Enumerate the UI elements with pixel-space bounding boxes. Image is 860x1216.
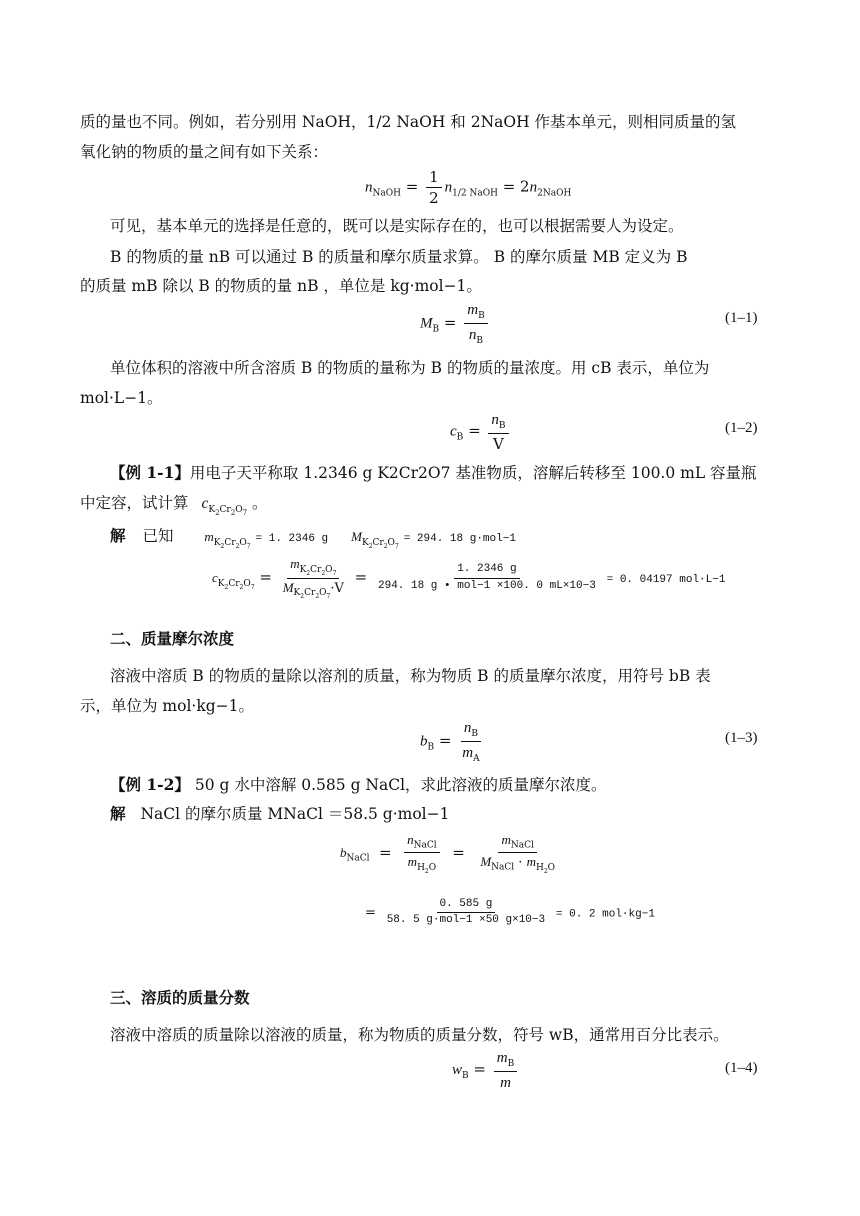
equation-molality: $b_B$ = $\frac{n_B}{m_A}$ xyxy=(420,720,480,764)
solution-text: NaCl 的摩尔质量 MNaCl ＝58.5 g·mol−1 xyxy=(140,805,450,823)
paragraph-line: 溶液中溶质 B 的物质的量除以溶剂的质量，称为物质 B 的质量摩尔浓度，用符号 bB 表 xyxy=(110,667,711,685)
paragraph-line: 氧化钠的物质的量之间有如下关系： xyxy=(80,143,329,161)
solution-label: 解 xyxy=(110,804,126,823)
equation-naoh-relation: $n_{NaOH}$ = $\frac{1}{2}$ $n_{1/2 NaOH} = 2n_{2NaOH}$ xyxy=(365,168,572,207)
solution-label: 解 xyxy=(110,526,126,545)
known-molar-mass: = 294. 18 g·mol−1 xyxy=(403,533,516,545)
equation-number: (1–2) xyxy=(725,420,758,436)
calc-denominator: 294. 18 g • mol−1 ×100. 0 mL×10−3 xyxy=(378,579,596,592)
calculation-example-2-line1: $b_{NaCl}$ = $\frac{n_{NaCl}}{m_{H_2O}}$ = $\frac{m_{NaCl}}{M_{NaCl} \cdot m_{H_2O}}$ xyxy=(340,832,556,875)
solution-line xyxy=(110,802,449,824)
equation-mass-fraction: $w_B$ = $\frac{m_B}{m}$ xyxy=(452,1048,520,1092)
calc-numerator: 0. 585 g xyxy=(437,898,496,913)
example-label: 【例 1-2】 xyxy=(110,775,190,794)
calc-result: = 0. 2 mol·kg−1 xyxy=(555,908,655,921)
equation-concentration: $c_B$ = $\frac{n_B}{V}$ xyxy=(450,410,512,453)
calculation-example-1: $c_{K_2Cr_2O_7}$ = $\frac{m_{K_2Cr_2O_7}}{M_{K_2Cr_2O_7}\cdot V}$ = $\frac{1. 2346 g}{\text{294. 18 g • mol−1 ×100. 0 mL×10−3}}$ = 0. 04197 mol·L−1 xyxy=(212,556,726,600)
section-title: 三、溶质的质量分数 xyxy=(110,988,250,1007)
example-text: 50 g 水中溶解 0.585 g NaCl，求此溶液的质量摩尔浓度。 xyxy=(194,776,607,794)
example-text: 中定容，试计算 xyxy=(80,494,189,512)
paragraph-line: B 的物质的量 nB 可以通过 B 的质量和摩尔质量求算。 B 的摩尔质量 MB 定义为 B xyxy=(110,248,688,266)
example-1-2 xyxy=(110,773,607,795)
paragraph-line: mol·L−1。 xyxy=(80,389,163,407)
equation-number: (1–1) xyxy=(725,310,758,326)
paragraph-line: 示，单位为 mol·kg−1。 xyxy=(80,697,255,715)
paragraph-line: 中定容，试计算 $c_{K_2Cr_2O_7}$ 。 xyxy=(80,494,268,517)
example-label: 【例 1-1】 xyxy=(110,463,190,482)
paragraph-line: 质的量也不同。例如，若分别用 NaOH，1/2 NaOH 和 2NaOH 作基本单元，则相同质量的氢 xyxy=(80,113,737,131)
equation-number: (1–4) xyxy=(725,1060,758,1076)
calc-numerator: 1. 2346 g xyxy=(454,563,519,578)
section-title: 二、质量摩尔浓度 xyxy=(110,629,235,648)
example-1-1 xyxy=(110,461,757,483)
known-label: 已知 xyxy=(142,527,174,545)
known-mass: = 1. 2346 g xyxy=(255,533,329,545)
calc-result: = 0. 04197 mol·L−1 xyxy=(606,574,726,587)
paragraph-line: 溶液中溶质的质量除以溶液的质量，称为物质的质量分数，符号 wB，通常用百分比表示。 xyxy=(110,1026,729,1044)
paragraph-line: 单位体积的溶液中所含溶质 B 的物质的量称为 B 的物质的量浓度。用 cB 表示，单位为 xyxy=(110,359,710,377)
solution-known: 解 已知 $m_{K_2Cr_2O_7} = 1$. 2346 g $M_{K_2Cr_2O_7} = 294$. 18 g·mol−1 xyxy=(110,526,516,550)
paragraph-line: 的质量 mB 除以 B 的物质的量 nB ，单位是 kg·mol−1。 xyxy=(80,277,482,295)
calc-denominator: 58. 5 g·mol−1 ×50 g×10−3 xyxy=(386,914,546,927)
paragraph-line: 可见，基本单元的选择是任意的，既可以是实际存在的，也可以根据需要人为设定。 xyxy=(110,217,684,235)
calculation-example-2-line2: = $\frac{0. 585 g}{\text{58. 5 g·mol−1 ×50 g×10−3}}$ = 0. 2 mol·kg−1 xyxy=(365,898,655,927)
example-text: 用电子天平称取 1.2346 g K2Cr2O7 基准物质，溶解后转移至 100.0 mL 容量瓶 xyxy=(189,464,757,482)
equation-number: (1–3) xyxy=(725,730,758,746)
equation-molar-mass: $M_B$ = $\frac{m_B}{n_B}$ xyxy=(420,300,491,347)
